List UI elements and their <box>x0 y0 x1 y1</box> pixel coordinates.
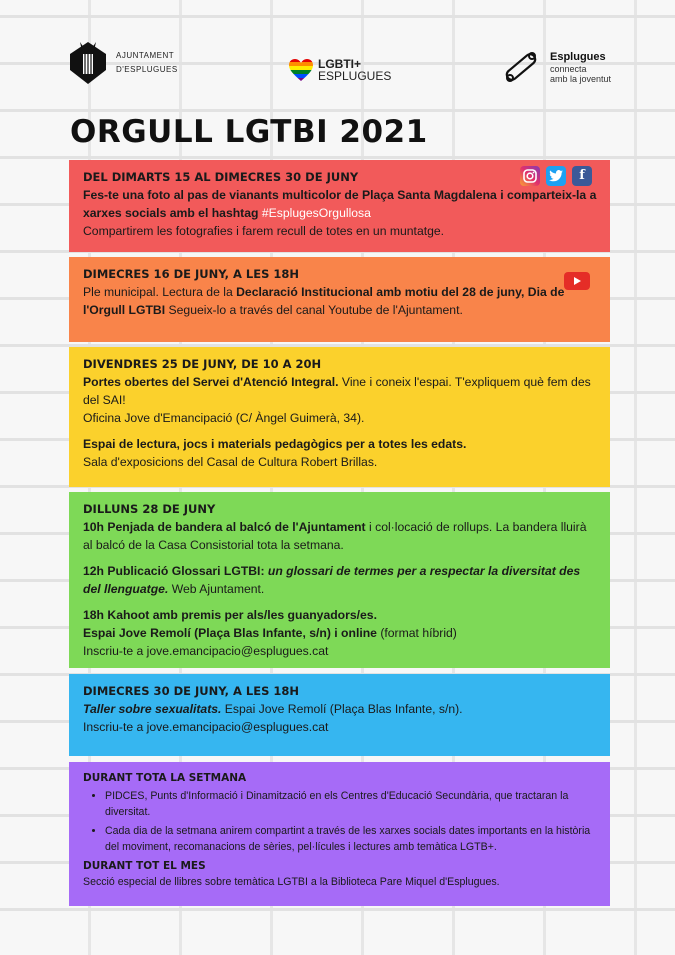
event-text: Espai Jove Remolí (Plaça Blas Infante, s/n). <box>221 702 463 716</box>
esplugues-joventut-name <box>550 51 611 84</box>
event-date-heading: DEL DIMARTS 15 AL DIMECRES 30 DE JUNY <box>83 170 359 184</box>
event-note: Compartirem les fotografies i farem recull de totes en un muntatge. <box>83 224 445 238</box>
ajuntament-name <box>116 49 178 77</box>
event-date-heading: DIVENDRES 25 DE JUNY, DE 10 A 20H <box>83 357 322 371</box>
event-description <box>83 373 598 409</box>
event-bold-text: 10h Penjada de bandera al balcó de l'Ajuntament <box>83 520 366 534</box>
event-description <box>83 624 598 642</box>
event-block-whole-week-month <box>69 762 610 906</box>
facebook-icon[interactable]: f <box>572 166 592 186</box>
event-block-june-15-30 <box>69 160 610 252</box>
event-bold-text: 12h Publicació Glossari LGTBI: <box>83 564 265 578</box>
shield-icon <box>66 40 110 86</box>
registration-email[interactable]: Inscriu-te a jove.emancipacio@esplugues.cat <box>83 644 329 658</box>
esp-line3: amb la joventut <box>550 73 612 84</box>
rainbow-heart-icon <box>288 58 314 82</box>
event-block-june-30 <box>69 674 610 756</box>
event-block-june-16 <box>69 257 610 342</box>
skateboard-icon <box>500 46 542 88</box>
event-bold-text: Espai de lectura, jocs i materials pedagògics per a totes les edats. <box>83 437 467 451</box>
event-period-heading: DURANT TOT EL MES <box>83 860 206 872</box>
youtube-icon[interactable] <box>564 272 590 290</box>
event-description: Secció especial de llibres sobre temàtica LGTBI a la Biblioteca Pare Miquel d'Esplugues. <box>83 876 500 888</box>
event-location: Oficina Jove d'Emancipació (C/ Àngel Guimerà, 34). <box>83 411 365 425</box>
event-description <box>83 700 598 718</box>
hashtag-link[interactable]: #EsplugesOrgullosa <box>261 206 371 220</box>
event-text: Vine i coneix l'espai. T'expliquem què fem des del SAI! <box>83 375 591 407</box>
event-description <box>83 606 598 624</box>
list-item: • Cada dia de la setmana anirem compartint a través de les xarxes socials dates importants en la història del moviment, recomanacions de sèries, pel·lícules i lectures amb temàtica LGTB+. <box>105 823 598 855</box>
event-bold-text: 18h Kahoot amb premis per als/les guanyadors/es. <box>83 608 377 622</box>
event-description <box>83 435 598 453</box>
twitter-icon[interactable] <box>546 166 566 186</box>
event-period-heading: DURANT TOTA LA SETMANA <box>83 772 247 784</box>
list-item: • PIDCES, Punts d'Informació i Dinamització en els Centres d'Educació Secundària, que tractaran la diversitat. <box>105 788 598 820</box>
ajuntament-line2: D'ESPLUGUES <box>116 65 178 74</box>
event-date-heading: DILLUNS 28 DE JUNY <box>83 502 216 516</box>
page-title: ORGULL LGTBI 2021 <box>70 114 428 150</box>
event-description <box>83 186 598 222</box>
event-block-june-25 <box>69 347 610 487</box>
esp-line1: Esplugues <box>550 50 606 63</box>
lgtbi-name <box>318 58 391 82</box>
social-icons <box>520 166 592 186</box>
header <box>0 40 675 90</box>
event-bold-text: Declaració Institucional amb motiu del 28 de juny, Dia de l'Orgull LGTBI <box>83 285 565 317</box>
event-bold-text: Portes obertes del Servei d'Atenció Integral. <box>83 375 339 389</box>
lgtbi-line2: ESPLUGUES <box>318 69 392 83</box>
lgtbi-line1: LGBTI+ <box>318 57 362 71</box>
event-text: (format híbrid) <box>376 626 457 640</box>
esplugues-joventut-logo[interactable] <box>500 46 611 88</box>
event-location: Sala d'exposicions del Casal de Cultura Robert Brillas. <box>83 455 378 469</box>
event-italic-text: un glossari de termes per a respectar la diversitat des del llenguatge. <box>83 564 581 596</box>
event-text: Ple municipal. Lectura de la <box>83 285 237 299</box>
event-bold-text: Espai Jove Remolí (Plaça Blas Infante, s/n) i online <box>83 626 377 640</box>
week-activities-list <box>105 788 598 855</box>
event-date-heading: DIMECRES 16 DE JUNY, A LES 18H <box>83 267 300 281</box>
ajuntament-logo[interactable] <box>66 40 178 86</box>
ajuntament-line1: AJUNTAMENT <box>116 51 175 60</box>
event-block-june-28 <box>69 492 610 668</box>
event-date-heading: DIMECRES 30 DE JUNY, A LES 18H <box>83 684 300 698</box>
event-bold-text: Taller sobre sexualitats. <box>83 702 222 716</box>
event-bold-text: Fes-te una foto al pas de vianants multicolor de Plaça Santa Magdalena i comparteix-la a xarxes socials amb el hashtag <box>83 188 597 220</box>
event-text: Web Ajuntament. <box>168 582 265 596</box>
event-description <box>83 518 598 554</box>
event-text: Segueix-lo a través del canal Youtube de l'Ajuntament. <box>165 303 463 317</box>
esp-line2: connecta <box>550 63 587 74</box>
registration-email[interactable]: Inscriu-te a jove.emancipacio@esplugues.cat <box>83 720 329 734</box>
instagram-icon[interactable] <box>520 166 540 186</box>
lgtbi-logo[interactable] <box>288 58 391 82</box>
event-description <box>83 562 598 598</box>
event-description <box>83 283 598 319</box>
event-text: i col·locació de rollups. La bandera lluirà al balcó de la Casa Consistorial tota la setmana. <box>83 520 587 552</box>
